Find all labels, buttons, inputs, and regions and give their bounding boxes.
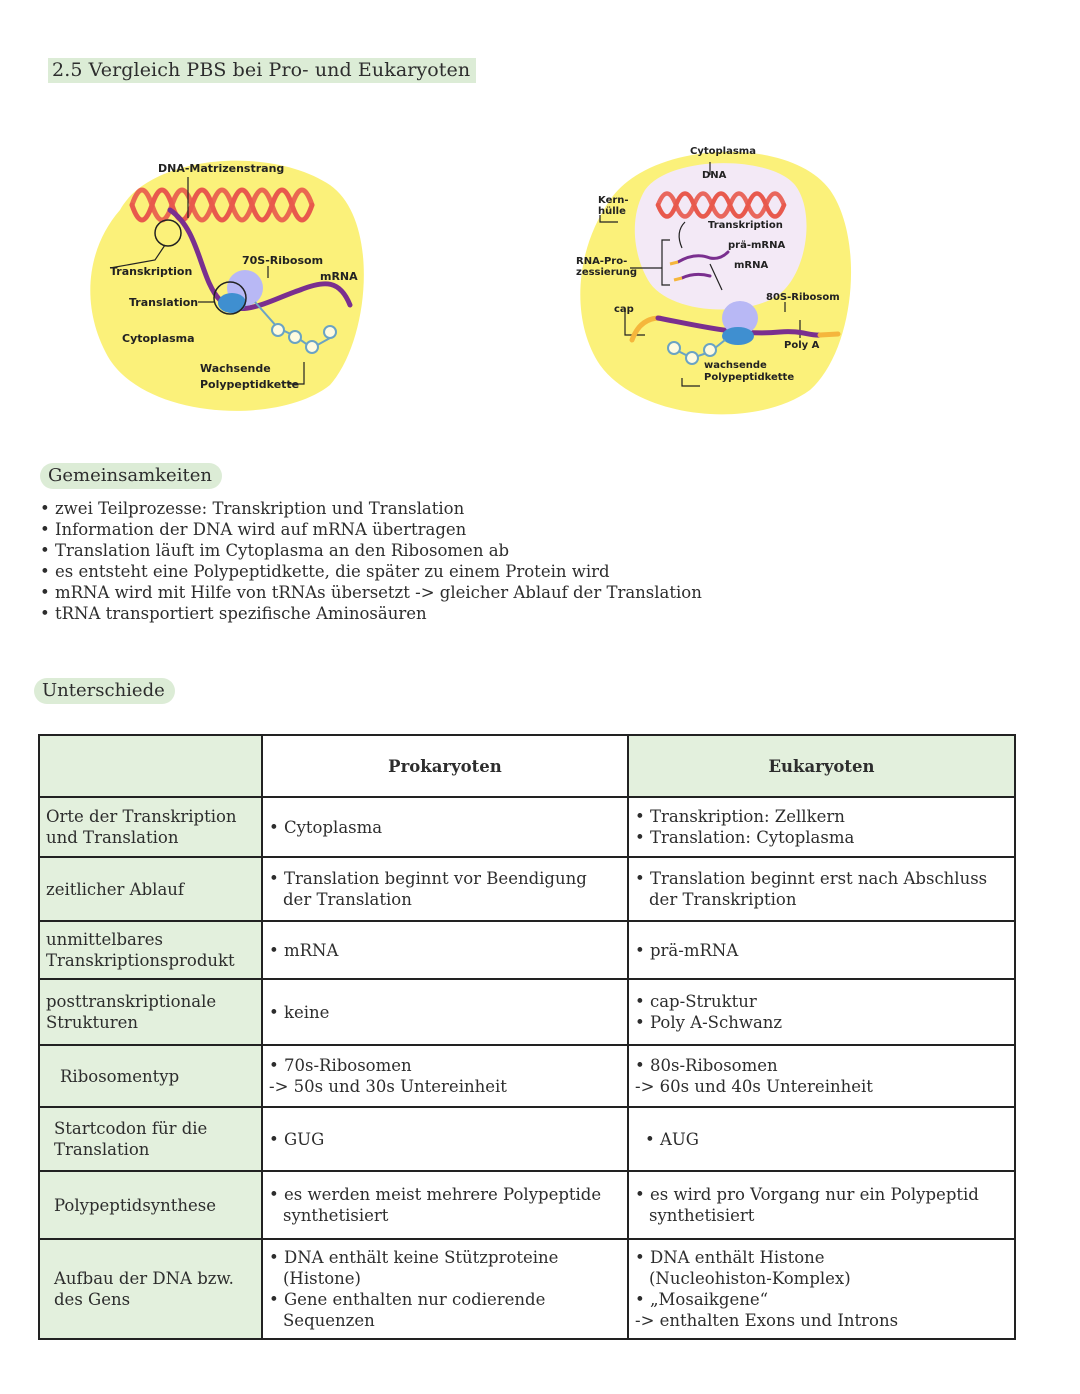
- prokaryote-diagram: [80, 140, 380, 420]
- comparison-table: [38, 734, 1016, 1340]
- label-eu-dna: DNA: [702, 170, 727, 181]
- cell-pro: • Cytoplasma: [262, 797, 628, 857]
- row-label: zeitlicher Ablauf: [39, 857, 262, 921]
- cell-eu: • prä-mRNA: [628, 921, 1015, 979]
- table-row: [39, 979, 1015, 1045]
- eukaryote-ribosome-small: [722, 327, 754, 345]
- table-row: [39, 1239, 1015, 1339]
- label-eu-wachsende: wachsende: [704, 360, 767, 371]
- gemeinsamkeiten-heading: Gemeinsamkeiten: [40, 463, 222, 489]
- label-transkription: Transkription: [110, 265, 193, 278]
- cell-eu: • es wird pro Vorgang nur ein Polypeptid synthetisiert: [628, 1171, 1015, 1239]
- cell-pro: • Translation beginnt vor Beendigung der Translation: [262, 857, 628, 921]
- row-label: unmittelbares Transkriptionsprodukt: [39, 921, 262, 979]
- ribosome-small: [218, 293, 246, 313]
- table-row: [39, 1171, 1015, 1239]
- label-polypeptidkette: Polypeptidkette: [200, 378, 300, 391]
- table-row: [39, 921, 1015, 979]
- label-eu-polypeptidkette: Polypeptidkette: [704, 372, 795, 383]
- row-label: Orte der Transkription und Translation: [39, 797, 262, 857]
- label-zessierung: zessierung: [576, 267, 638, 278]
- header-prokaryoten: Prokaryoten: [262, 735, 628, 797]
- label-dna-matrizenstrang: DNA-Matrizenstrang: [158, 162, 285, 175]
- label-poly-a: Poly A: [784, 340, 820, 351]
- gemeinsamkeiten-list: [40, 498, 702, 624]
- label-kern: Kern-: [598, 195, 629, 206]
- row-label: Ribosomentyp: [39, 1045, 262, 1107]
- cell-eu: • 80s-Ribosomen -> 60s und 40s Untereinheit: [628, 1045, 1015, 1107]
- table-header-row: [39, 735, 1015, 797]
- label-70s-ribosom: 70S-Ribosom: [242, 254, 324, 267]
- cell-pro: • GUG: [262, 1107, 628, 1171]
- cell-pro: • es werden meist mehrere Polypeptide synthetisiert: [262, 1171, 628, 1239]
- label-mrna: mRNA: [320, 270, 358, 283]
- row-label: Polypeptidsynthese: [39, 1171, 262, 1239]
- unterschiede-heading: Unterschiede: [34, 678, 175, 704]
- label-cytoplasma: Cytoplasma: [122, 332, 195, 345]
- page-title: 2.5 Vergleich PBS bei Pro- und Eukaryoten: [48, 58, 476, 83]
- label-eu-mrna: mRNA: [734, 260, 769, 271]
- row-label: posttranskriptionale Strukturen: [39, 979, 262, 1045]
- cell-eu: • AUG: [628, 1107, 1015, 1171]
- cell-pro: • 70s-Ribosomen -> 50s und 30s Untereinheit: [262, 1045, 628, 1107]
- label-translation: Translation: [129, 296, 199, 309]
- label-wachsende: Wachsende: [200, 362, 271, 375]
- cell-pro: • mRNA: [262, 921, 628, 979]
- cell-eu: • Translation beginnt erst nach Abschluss der Transkription: [628, 857, 1015, 921]
- table-row: [39, 1045, 1015, 1107]
- cell-eu: • DNA enthält Histone (Nucleohiston-Komplex) • „Mosaikgene“ -> enthalten Exons und Introns: [628, 1239, 1015, 1339]
- table-row: [39, 797, 1015, 857]
- row-label: Startcodon für die Translation: [39, 1107, 262, 1171]
- label-huelle: hülle: [598, 206, 626, 217]
- row-label: Aufbau der DNA bzw. des Gens: [39, 1239, 262, 1339]
- table-row: [39, 1107, 1015, 1171]
- cell-eu: • cap-Struktur • Poly A-Schwanz: [628, 979, 1015, 1045]
- label-rna-pro: RNA-Pro-: [576, 256, 628, 267]
- cell-pro: • keine: [262, 979, 628, 1045]
- cell-pro: • DNA enthält keine Stützproteine (Histone) • Gene enthalten nur codierende Sequenzen: [262, 1239, 628, 1339]
- label-eu-cytoplasma: Cytoplasma: [690, 146, 756, 157]
- label-eu-transkription: Transkription: [708, 220, 783, 231]
- header-eukaryoten: Eukaryoten: [628, 735, 1015, 797]
- list-item: • mRNA wird mit Hilfe von tRNAs übersetzt -> gleicher Ablauf der Translation: [40, 582, 702, 603]
- poly-a-tail: [820, 334, 838, 335]
- label-prae-mrna: prä-mRNA: [728, 240, 786, 251]
- eukaryote-diagram: [570, 140, 860, 420]
- list-item: • Translation läuft im Cytoplasma an den Ribosomen ab: [40, 540, 702, 561]
- list-item: • tRNA transportiert spezifische Aminosäuren: [40, 603, 702, 624]
- header-empty-cell: [39, 735, 262, 797]
- list-item: • zwei Teilprozesse: Transkription und Translation: [40, 498, 702, 519]
- list-item: • es entsteht eine Polypeptidkette, die später zu einem Protein wird: [40, 561, 702, 582]
- table-row: [39, 857, 1015, 921]
- list-item: • Information der DNA wird auf mRNA übertragen: [40, 519, 702, 540]
- label-80s-ribosom: 80S-Ribosom: [766, 292, 840, 303]
- cell-eu: • Transkription: Zellkern • Translation: Cytoplasma: [628, 797, 1015, 857]
- label-cap: cap: [614, 304, 634, 315]
